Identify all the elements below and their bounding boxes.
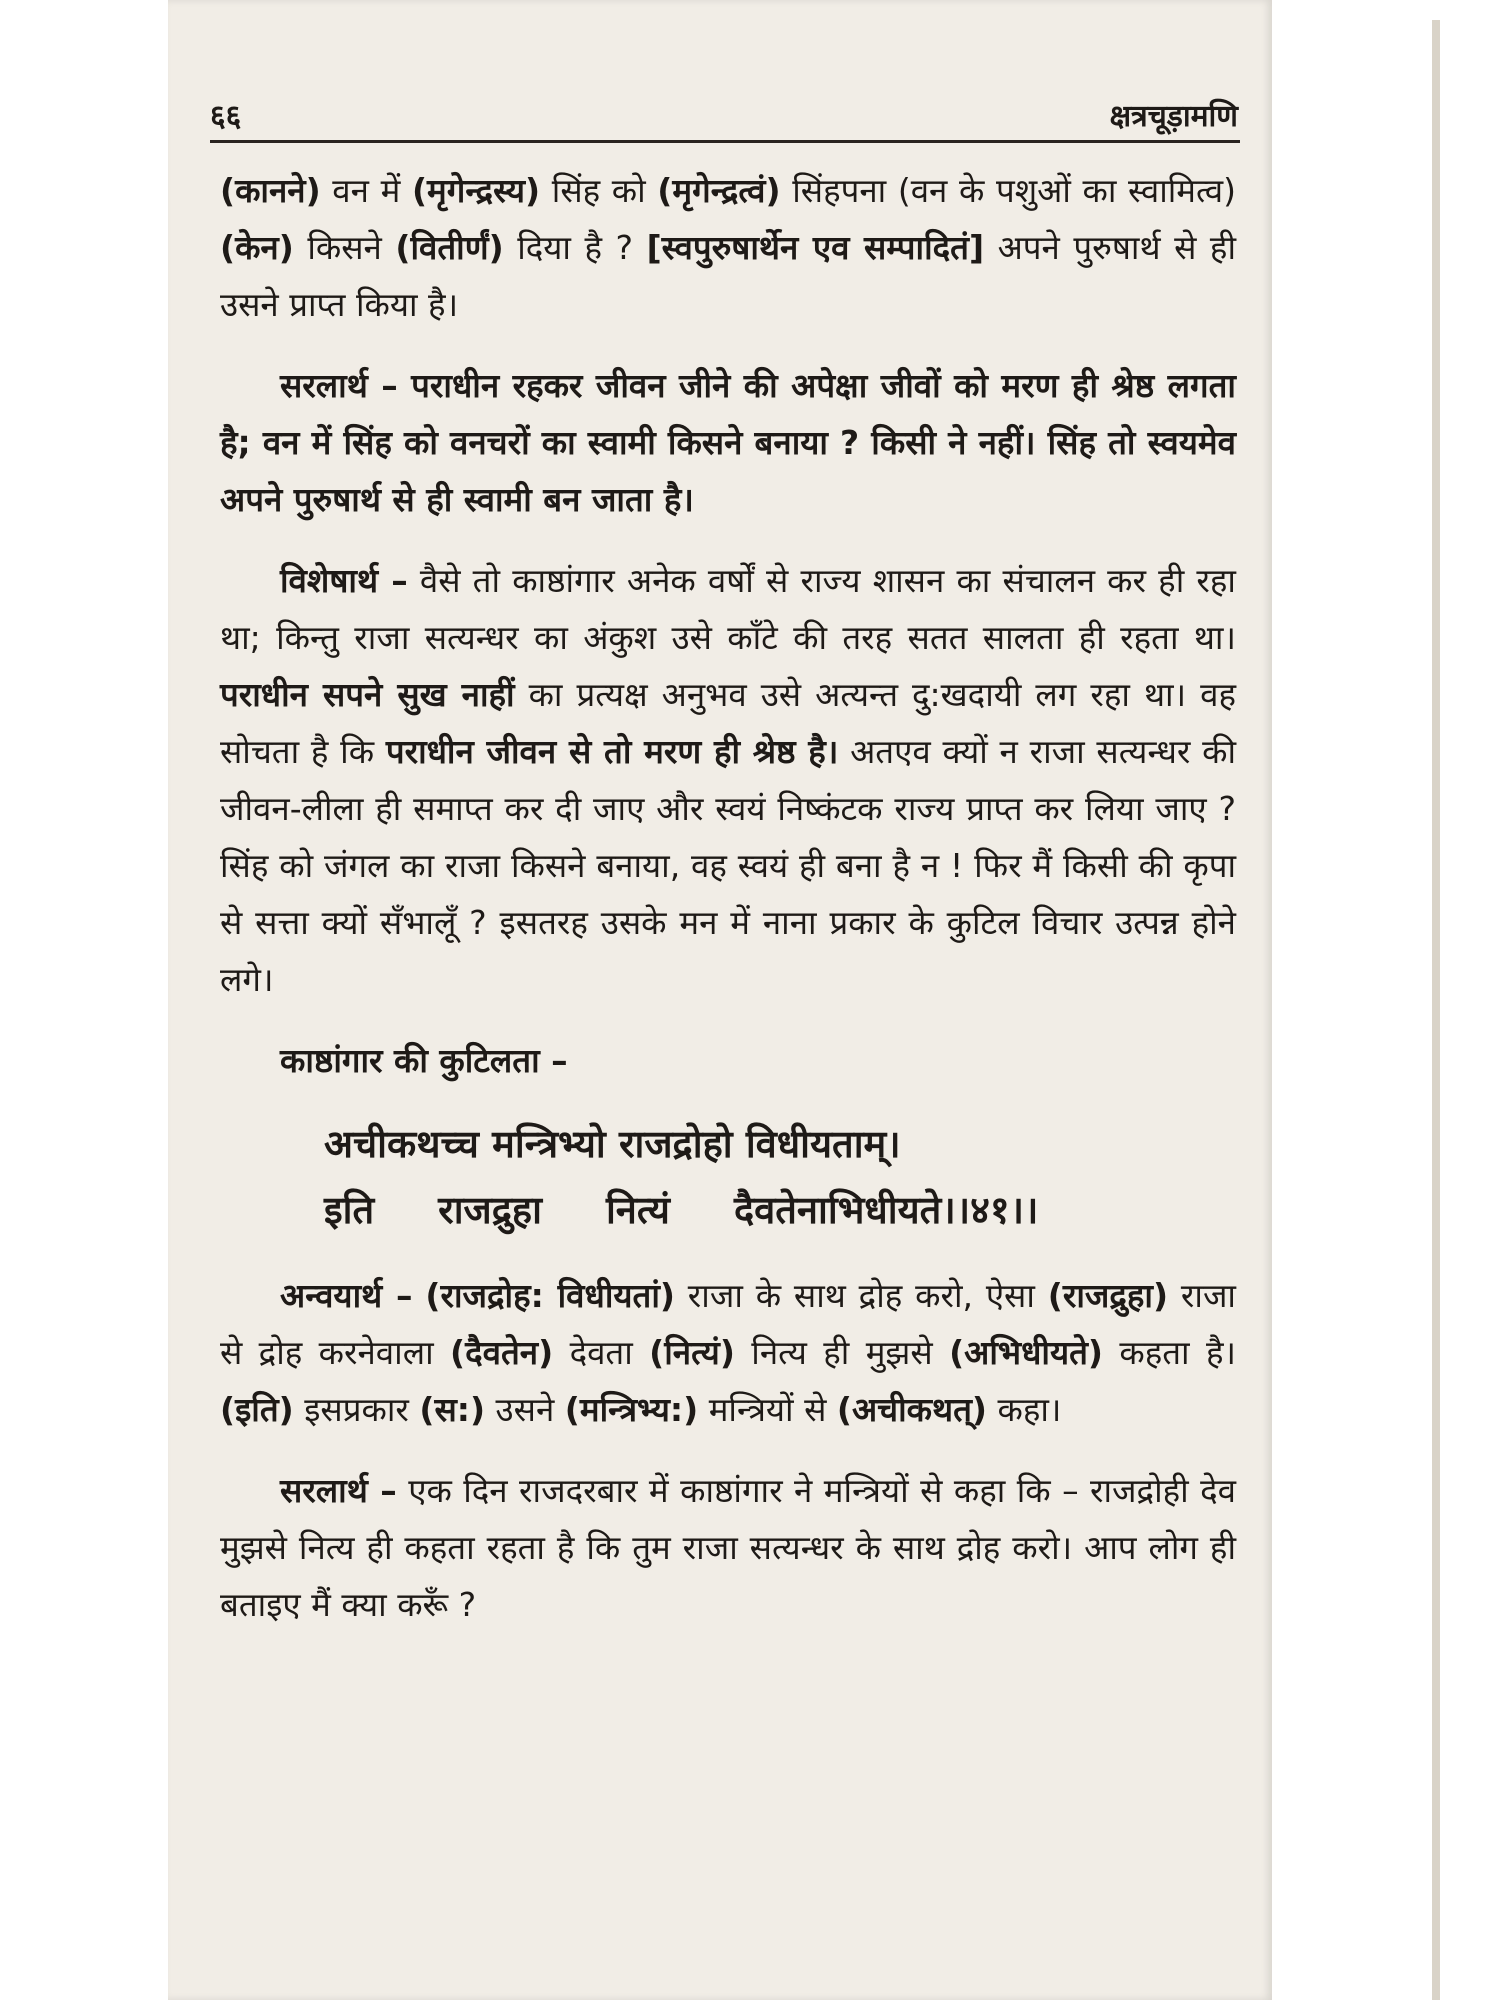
gloss: कहा।	[987, 1390, 1062, 1429]
gloss: इसप्रकार	[293, 1390, 420, 1429]
header-rule	[210, 140, 1240, 143]
gloss: सिंह को	[540, 171, 658, 210]
gloss: राजा से द्रोह करनेवाला	[220, 1276, 1236, 1372]
paragraph-text: पराधीन रहकर जीवन जीने की अपेक्षा जीवों को मरण ही श्रेष्ठ लगता है; वन में सिंह को वनचरों का स्वामी किसने बनाया ? किसी ने नहीं। सिंह तो स्वयमेव अपने पुरुषार्थ से ही स्वामी बन जाता है।	[220, 366, 1236, 519]
verse-word: नित्यं	[605, 1188, 670, 1232]
paragraph-label: विशेषार्थ –	[280, 561, 408, 600]
paragraph-text: का प्रत्यक्ष अनुभव उसे अत्यन्त दु:खदायी लग रहा था। वह सोचता है कि	[220, 675, 1236, 771]
term: (अचीकथत्)	[836, 1390, 988, 1429]
term: [स्वपुरुषार्थेन एव सम्पादितं]	[646, 228, 985, 267]
gloss: राजा के साथ द्रोह करो, ऐसा	[674, 1276, 1048, 1315]
term: (कानने)	[220, 171, 321, 210]
term: (नित्यं)	[649, 1333, 735, 1372]
term: (राजद्रोह: विधीयतां)	[425, 1276, 675, 1315]
term: (वितीर्णं)	[395, 228, 504, 267]
verse-line-2	[324, 1177, 1236, 1243]
term: (स:)	[419, 1390, 486, 1429]
paragraph-anvayartha	[220, 1267, 1236, 1438]
emphasis: पराधीन जीवन से तो मरण ही श्रेष्ठ है।	[385, 732, 839, 771]
gloss: मन्त्रियों से	[698, 1390, 837, 1429]
term: (दैवतेन)	[450, 1333, 554, 1372]
paragraph-text: अतएव क्यों न राजा सत्यन्धर की जीवन-लीला ही समाप्त कर दी जाए और स्वयं निष्कंटक राज्य प्राप्त कर लिया जाए ? सिंह को जंगल का राजा किसने बनाया, वह स्वयं ही बना है न ! फिर मैं किसी की कृपा से सत्ता क्यों सँभालूँ ? इसतरह उसके मन में नाना प्रकार के कुटिल विचार उत्पन्न होने लगे।	[220, 732, 1237, 999]
body-text	[220, 162, 1236, 1633]
paragraph-label: सरलार्थ –	[280, 1471, 397, 1510]
gloss: उसने	[485, 1390, 565, 1429]
paragraph-saralartha-2	[220, 1462, 1236, 1633]
running-title: क्षत्रचूड़ामणि	[1109, 99, 1238, 134]
term: (केन)	[220, 228, 294, 267]
page-header	[210, 88, 1238, 138]
verse-word: राजद्रुहा	[438, 1188, 542, 1232]
paragraph-anvayartha-continued	[220, 162, 1236, 333]
gloss: सिंहपना (वन के पशुओं का स्वामित्व)	[780, 171, 1236, 210]
term: (मन्त्रिभ्य:)	[564, 1390, 699, 1429]
term: (मृगेन्द्रस्य)	[411, 171, 541, 210]
verse	[220, 1111, 1236, 1243]
emphasis: पराधीन सपने सुख नाहीं	[220, 675, 515, 714]
gloss	[413, 1276, 426, 1315]
paragraph-text: एक दिन राजदरबार में काष्ठांगार ने मन्त्रियों से कहा कि – राजद्रोही देव मुझसे नित्य ही कहता रहता है कि तुम राजा सत्यन्धर के साथ द्रोह करो। आप लोग ही बताइए मैं क्या करूँ ?	[220, 1471, 1236, 1624]
gloss: नित्य ही मुझसे	[734, 1333, 950, 1372]
verse-word: दैवतेनाभिधीयते।।४१।।	[733, 1188, 1039, 1232]
term: (इति)	[220, 1390, 294, 1429]
verse-word: इति	[324, 1188, 375, 1232]
paragraph-saralartha	[220, 357, 1236, 528]
gloss: कहता है।	[1103, 1333, 1237, 1372]
paragraph-label: अन्वयार्थ –	[280, 1276, 413, 1315]
gloss: वन में	[320, 171, 412, 210]
gloss: दिया है ?	[503, 228, 647, 267]
term: (अभिधीयते)	[949, 1333, 1103, 1372]
paragraph-text: वैसे तो काष्ठांगार अनेक वर्षों से राज्य शासन का संचालन कर ही रहा था; किन्तु राजा सत्यन्धर का अंकुश उसे काँटे की तरह सतत सालता ही रहता था।	[220, 561, 1236, 657]
paragraph-label: सरलार्थ –	[280, 366, 398, 405]
verse-line-1: अचीकथच्च मन्त्रिभ्यो राजद्रोहो विधीयताम्।	[324, 1122, 901, 1166]
paragraph-visheshartha	[220, 552, 1236, 1008]
gloss: देवता	[553, 1333, 650, 1372]
book-page	[168, 0, 1272, 2000]
page-edge	[1432, 20, 1440, 2000]
section-heading: काष्ठांगार की कुटिलता –	[280, 1041, 568, 1080]
gloss: अपने पुरुषार्थ से ही उसने प्राप्त किया है।	[220, 228, 1236, 324]
term: (राजद्रुहा)	[1047, 1276, 1169, 1315]
gloss: किसने	[293, 228, 396, 267]
page-number: ६६	[210, 99, 242, 134]
term: (मृगेन्द्रत्वं)	[657, 171, 781, 210]
